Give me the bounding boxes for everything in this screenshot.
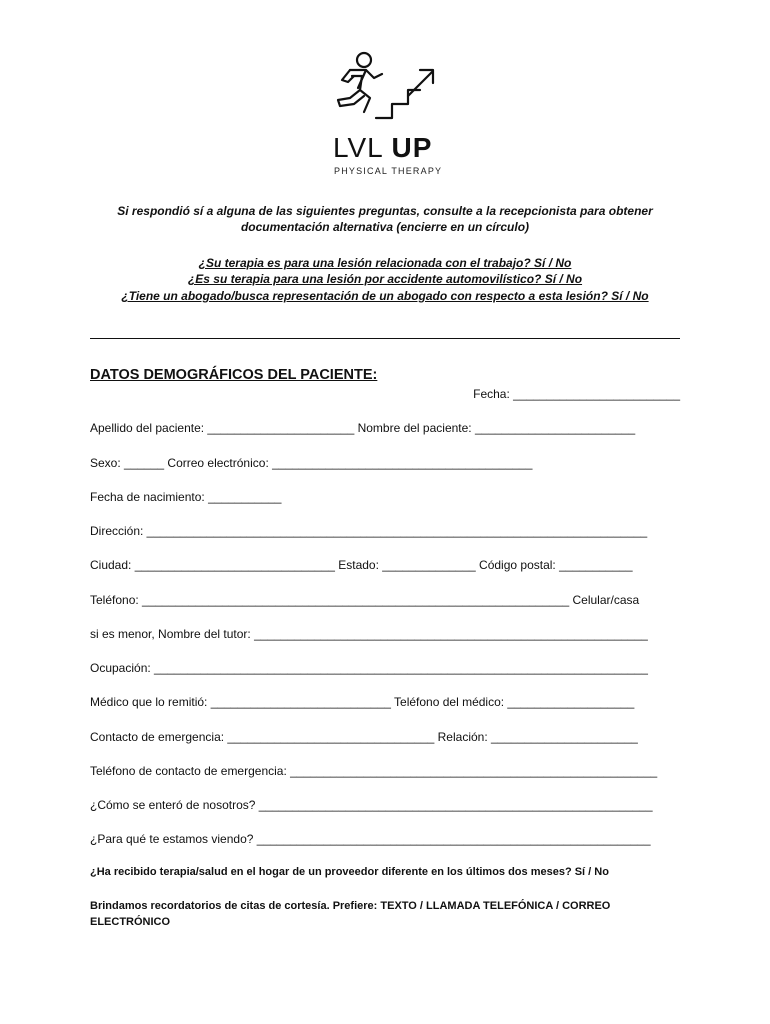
date-field[interactable]: Fecha: _________________________ (473, 387, 680, 401)
home-health-question: ¿Ha recibido terapia/salud en el hogar de un proveedor diferente en los últimos dos meses? Sí / No (90, 866, 609, 878)
brand-name-light: LVL (333, 132, 383, 163)
brand-name (333, 132, 432, 164)
question-work-injury: ¿Su terapia es para una lesión relacionada con el trabajo? Sí / No (198, 256, 572, 270)
intro-instruction: Si respondió sí a alguna de las siguientes preguntas, consulte a la recepcionista para obtener documentación alternativa (encierre en un círculo) (117, 204, 653, 234)
section-title: DATOS DEMOGRÁFICOS DEL PACIENTE: (90, 367, 378, 383)
sex-email-fields[interactable]: Sexo: ______ Correo electrónico: _______________________________________ (90, 456, 533, 470)
city-state-zip-fields[interactable]: Ciudad: ______________________________ Estado: ______________ Código postal: ___________ (90, 558, 633, 572)
divider (90, 338, 680, 339)
occupation-field[interactable]: Ocupación: __________________________________________________________________________ (90, 661, 648, 675)
address-field[interactable]: Dirección: ___________________________________________________________________________ (90, 524, 648, 538)
phone-field[interactable]: Teléfono: ________________________________________________________________ Celular/casa (90, 593, 640, 607)
question-auto-accident: ¿Es su terapia para una lesión por accidente automovilístico? Sí / No (187, 272, 583, 286)
brand-subtitle: PHYSICAL THERAPY (334, 166, 443, 176)
clinic-logo (320, 48, 450, 178)
emergency-phone-field[interactable]: Teléfono de contacto de emergencia: _______________________________________________________ (90, 764, 658, 778)
birthdate-field[interactable]: Fecha de nacimiento: ___________ (90, 490, 282, 504)
referring-doctor-fields[interactable]: Médico que lo remitió: ___________________________ Teléfono del médico: ___________________ (90, 695, 635, 709)
patient-name-fields[interactable]: Apellido del paciente: ______________________ Nombre del paciente: ________________________ (90, 421, 636, 435)
brand-name-bold: UP (391, 132, 433, 163)
guardian-field[interactable]: si es menor, Nombre del tutor: ___________________________________________________________ (90, 627, 648, 641)
question-attorney: ¿Tiene un abogado/busca representación de un abogado con respecto a esta lesión? Sí / No (121, 289, 649, 303)
referral-source-field[interactable]: ¿Cómo se enteró de nosotros? ___________________________________________________________ (90, 798, 653, 812)
reminder-preference: Brindamos recordatorios de citas de cortesía. Prefiere: TEXTO / LLAMADA TELEFÓNICA / CORREO ELECTRÓNICO (90, 900, 611, 928)
visit-reason-field[interactable]: ¿Para qué te estamos viendo? ___________________________________________________________ (90, 832, 651, 846)
running-stairs-icon (330, 48, 440, 128)
emergency-contact-fields[interactable]: Contacto de emergencia: _______________________________ Relación: ______________________ (90, 730, 638, 744)
